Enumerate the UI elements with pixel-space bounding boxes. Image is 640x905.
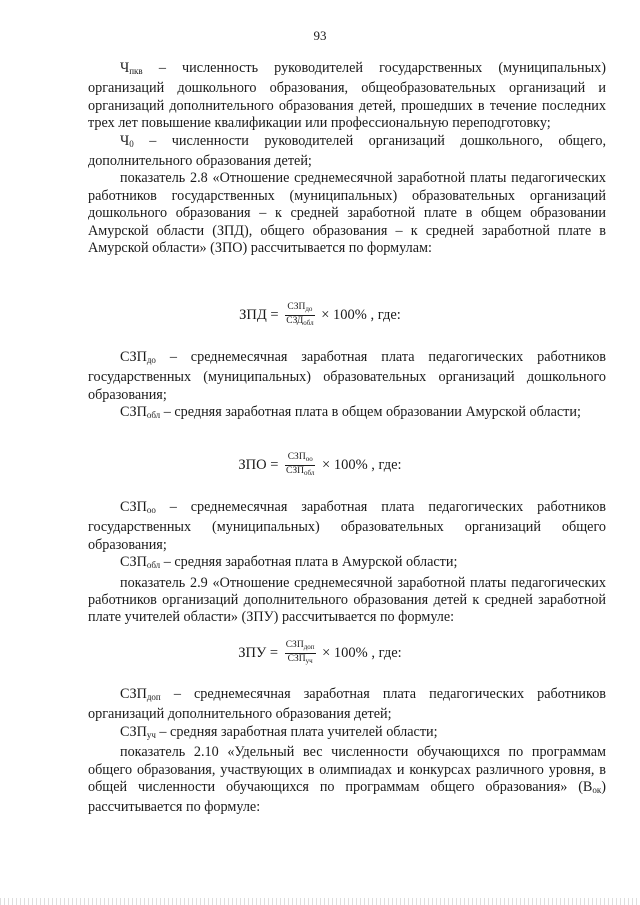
formula-zpd: ЗПД = $\frac{СЗП_{до}}{СЗД_{обл}}$ × 100% , где: xyxy=(239,302,401,327)
paragraph: $СЗП_{обл}$ – средняя заработная плата в общем образовании Амурской области; xyxy=(120,404,581,421)
paragraph: $СЗП_{до}$ – среднемесячная заработная плата педагогических работников государственных (муниципальных) образовательных организаций дошкольного образования; xyxy=(88,349,606,403)
text-block-1 xyxy=(88,60,606,257)
formula-zpu: ЗПУ = $\frac{СЗП_{доп}}{СЗП_{уч}}$ × 100% , где: xyxy=(238,640,402,665)
paragraph: $СЗП_{оо}$ – среднемесячная заработная плата педагогических работников государственных (муниципальных) образовательных организаций общего образования; xyxy=(88,499,606,553)
page-number: 93 xyxy=(313,28,327,43)
paragraph: $СЗП_{обл}$ – средняя заработная плата в Амурской области; xyxy=(120,554,458,571)
paragraph: показатель 2.10 «Удельный вес численности обучающихся по программам общего образования, участвующих в олимпиадах и конкурсах различного уровня, в общей численности обучающихся по программам общего образования» $(В_{ок})$ рассчитывается по формуле: xyxy=(88,744,606,816)
paragraph: показатель 2.9 «Отношение среднемесячной заработной платы педагогических работников организаций дополнительного образования детей к средней заработной плате учителей области» (ЗПУ) рассчитывается по формуле: xyxy=(88,574,606,626)
paragraph: $СЗП_{уч}$ – средняя заработная плата учителей области; xyxy=(120,723,438,740)
paragraph: $СЗП_{доп}$ – среднемесячная заработная плата педагогических работников организаций дополнительного образования детей; xyxy=(88,686,606,723)
scan-edge xyxy=(0,898,640,905)
text-block-4 xyxy=(88,686,606,817)
paragraph: $Ч_{пкв}$ – численность руководителей государственных (муниципальных) организаций дошкольного образования, общеобразовательных организаций и организаций дополнительного образования детей, прошедших в течение последних трех лет повышение квалификации или профессиональную переподготовку; xyxy=(88,60,606,132)
paragraph: показатель 2.8 «Отношение среднемесячной заработной платы педагогических работников государственных (муниципальных) образовательных организаций дошкольного образования – к средней заработной плате в общем образовании Амурской области (ЗПД), общего образования – к средней заработной плате в Амурской области» (ЗПО) рассчитывается по формулам: xyxy=(88,170,606,257)
text-block-3 xyxy=(88,499,606,627)
paragraph: $Ч_0$ – численности руководителей организаций дошкольного, общего, дополнительного образования детей; xyxy=(88,132,606,170)
formula-zpo: ЗПО = $\frac{СЗП_{оо}}{СЗП_{обл}}$ × 100% , где: xyxy=(238,452,402,477)
text-block-2 xyxy=(88,349,606,425)
